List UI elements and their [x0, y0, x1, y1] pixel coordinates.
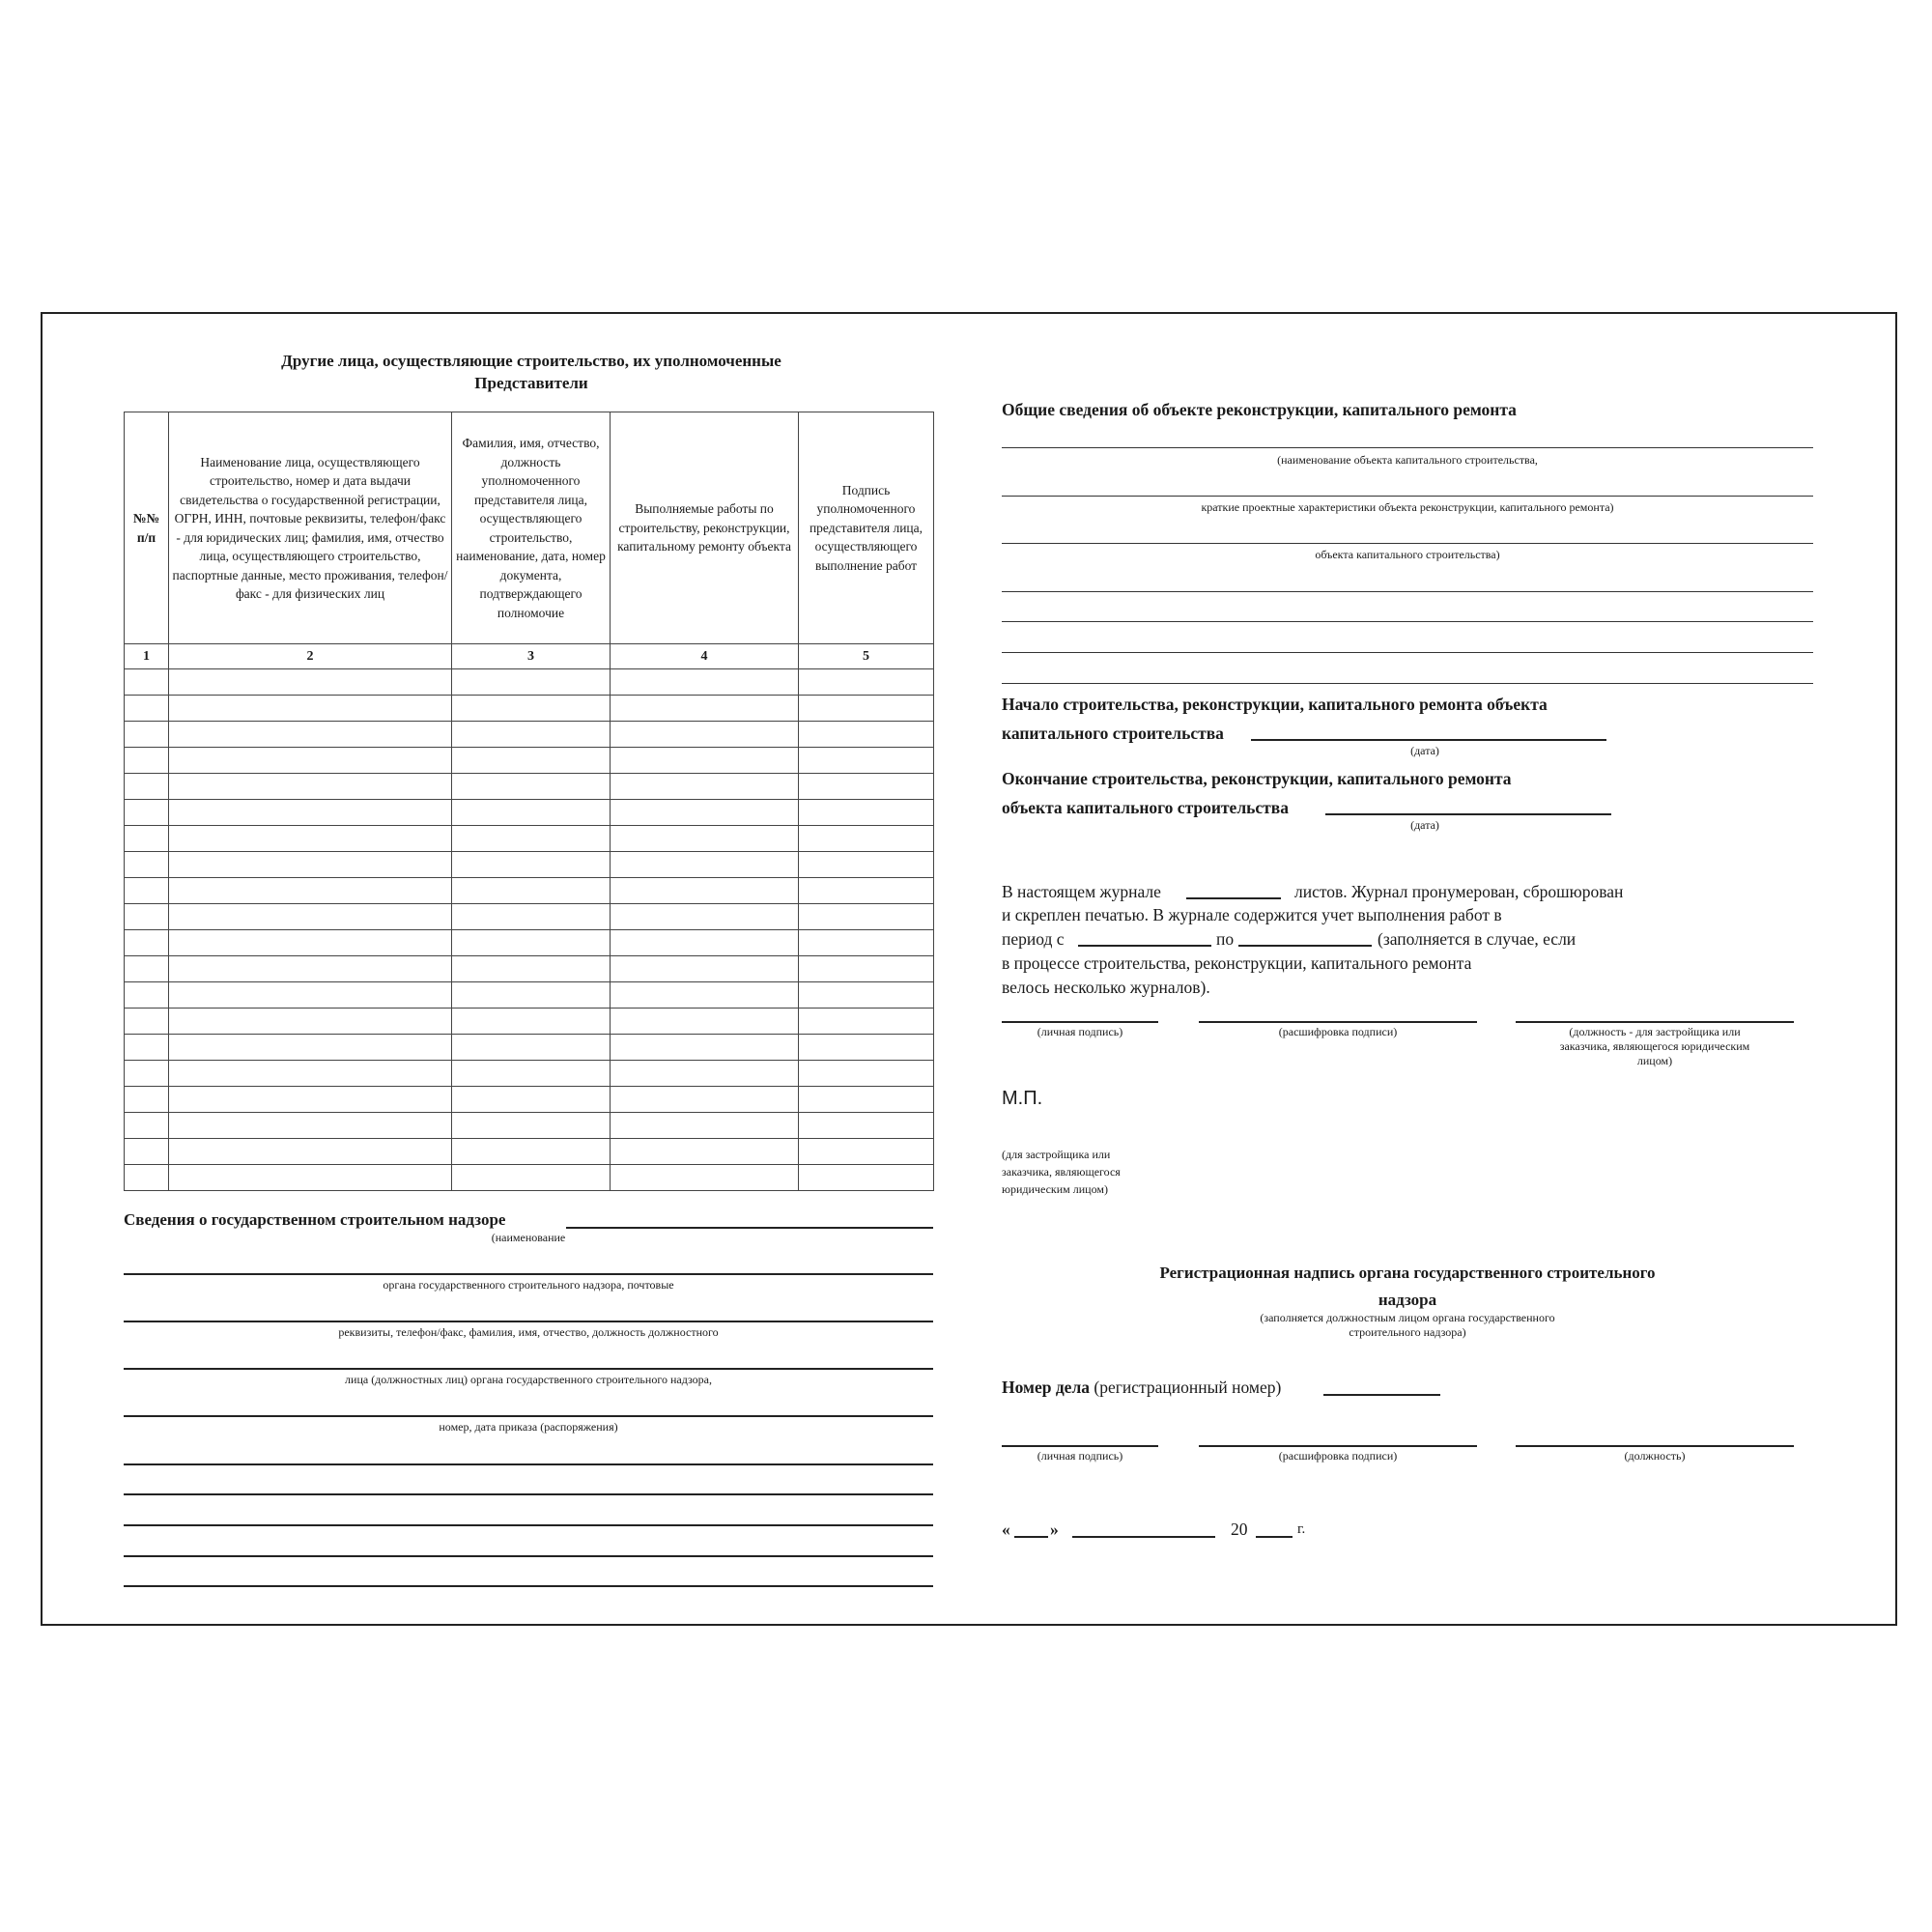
date-year-field[interactable]: [1256, 1536, 1293, 1538]
supervision-fill-line[interactable]: [124, 1273, 933, 1275]
table-cell[interactable]: [125, 669, 169, 696]
journal-line-1b: листов. Журнал пронумерован, сброшюрован: [1294, 882, 1624, 901]
column-number: 5: [799, 644, 934, 669]
table-cell[interactable]: [799, 826, 934, 852]
personal-signature-field[interactable]: [1002, 1021, 1158, 1023]
table-row: [125, 1009, 934, 1035]
column-number: 4: [611, 644, 799, 669]
end-line-2: объекта капитального строительства: [1002, 798, 1289, 817]
journal-line-4: в процессе строительства, реконструкции, капитального ремонта: [1002, 953, 1472, 973]
supervision-caption-5: номер, дата приказа (распоряжения): [439, 1420, 618, 1434]
table-cell[interactable]: [611, 1009, 799, 1035]
table-cell[interactable]: [125, 904, 169, 930]
table-cell[interactable]: [452, 722, 611, 748]
table-cell[interactable]: [611, 1113, 799, 1139]
date-close-quote: »: [1050, 1520, 1059, 1539]
table-header-cell: Фамилия, имя, отчество, должность уполномоченного представителя лица, осуществляющего строительство, наименование, дата, номер документа, подтверждающего полномочие: [452, 412, 611, 644]
table-cell[interactable]: [169, 1139, 452, 1165]
table-row: [125, 1165, 934, 1191]
personal-signature-field[interactable]: [1002, 1445, 1158, 1447]
table-cell[interactable]: [125, 800, 169, 826]
table-header-cell: Наименование лица, осуществляющего строительство, номер и дата выдачи свидетельства о государственной регистрации, ОГРН, ИНН, почтовые реквизиты, телефон/факс - для юридических лиц; фамилия, имя, отчество лица, осуществляющего строительство, паспортные данные, место проживания, телефон/факс - для физических лиц: [169, 412, 452, 644]
table-row: [125, 748, 934, 774]
table-cell[interactable]: [799, 956, 934, 982]
signature-decipher-field[interactable]: [1199, 1021, 1477, 1023]
stamp-note-line2: заказчика, являющегося: [1002, 1165, 1121, 1179]
stamp-note: [1002, 1146, 1121, 1198]
end-date-caption: (дата): [1410, 818, 1439, 832]
table-cell[interactable]: [799, 696, 934, 722]
table-row: [125, 1139, 934, 1165]
table-row: [125, 722, 934, 748]
table-cell[interactable]: [799, 1139, 934, 1165]
table-cell[interactable]: [169, 1087, 452, 1113]
table-cell[interactable]: [452, 1139, 611, 1165]
table-row: [125, 1061, 934, 1087]
table-cell[interactable]: [169, 696, 452, 722]
supervision-fill-line[interactable]: [124, 1321, 933, 1322]
object-caption-3: объекта капитального строительства): [1315, 548, 1500, 561]
position-field[interactable]: [1516, 1021, 1794, 1023]
date-year-prefix: 20: [1231, 1520, 1248, 1539]
start-date-caption: (дата): [1410, 744, 1439, 757]
table-cell[interactable]: [169, 904, 452, 930]
table-cell[interactable]: [125, 1009, 169, 1035]
table-row: [125, 982, 934, 1009]
table-row: [125, 774, 934, 800]
position-caption-line1: (должность - для застройщика или: [1569, 1025, 1741, 1038]
table-cell[interactable]: [799, 904, 934, 930]
journal-line-3c: (заполняется в случае, если: [1378, 929, 1577, 949]
table-cell[interactable]: [452, 956, 611, 982]
table-cell[interactable]: [799, 852, 934, 878]
table-cell[interactable]: [611, 852, 799, 878]
table-cell[interactable]: [799, 1087, 934, 1113]
supervision-fill-line[interactable]: [124, 1368, 933, 1370]
table-cell[interactable]: [799, 669, 934, 696]
table-cell[interactable]: [125, 1061, 169, 1087]
object-name-line[interactable]: [1002, 683, 1813, 684]
registration-heading-line2: надзора: [1378, 1291, 1437, 1309]
end-line-1: Окончание строительства, реконструкции, капитального ремонта: [1002, 769, 1512, 788]
table-cell[interactable]: [169, 1061, 452, 1087]
table-cell[interactable]: [125, 956, 169, 982]
supervision-caption-2: органа государственного строительного надзора, почтовые: [383, 1278, 674, 1292]
table-row: [125, 669, 934, 696]
table-cell[interactable]: [799, 1113, 934, 1139]
supervision-fill-line[interactable]: [566, 1227, 933, 1229]
registration-heading-line1: Регистрационная надпись органа государственного строительного: [1159, 1264, 1656, 1282]
start-line-2: капитального строительства: [1002, 724, 1224, 743]
table-cell[interactable]: [169, 1035, 452, 1061]
table-row: [125, 826, 934, 852]
table-cell[interactable]: [125, 852, 169, 878]
table-cell[interactable]: [452, 930, 611, 956]
table-header-cell: Подпись уполномоченного представителя лица, осуществляющего выполнение работ: [799, 412, 934, 644]
table-row: [125, 852, 934, 878]
supervision-heading: Сведения о государственном строительном надзоре: [124, 1210, 506, 1229]
table-cell[interactable]: [611, 800, 799, 826]
table-cell[interactable]: [125, 982, 169, 1009]
general-info-heading: Общие сведения об объекте реконструкции, капитального ремонта: [1002, 400, 1517, 419]
table-cell[interactable]: [169, 748, 452, 774]
registration-note-line2: строительного надзора): [1349, 1325, 1466, 1339]
column-number: 3: [452, 644, 611, 669]
journal-line-3b: по: [1216, 929, 1235, 949]
supervision-fill-line[interactable]: [124, 1415, 933, 1417]
table-cell[interactable]: [799, 982, 934, 1009]
table-cell[interactable]: [799, 1165, 934, 1191]
table-row: [125, 1087, 934, 1113]
table-row: [125, 800, 934, 826]
supervision-fill-line[interactable]: [124, 1524, 933, 1526]
table-row: [125, 956, 934, 982]
table-cell[interactable]: [611, 774, 799, 800]
personal-signature-caption: (личная подпись): [1037, 1449, 1123, 1463]
table-row: [125, 878, 934, 904]
table-cell[interactable]: [452, 852, 611, 878]
table-cell[interactable]: [452, 1087, 611, 1113]
table-row: [125, 696, 934, 722]
table-header-row: [125, 412, 934, 644]
journal-line-1a: В настоящем журнале: [1002, 882, 1161, 901]
table-cell[interactable]: [452, 1009, 611, 1035]
table-cell[interactable]: [799, 774, 934, 800]
date-year-suffix: г.: [1297, 1521, 1306, 1537]
end-date-field[interactable]: [1325, 813, 1611, 815]
position-caption-line3: лицом): [1636, 1054, 1673, 1067]
table-cell[interactable]: [799, 800, 934, 826]
position-caption: (должность): [1624, 1449, 1686, 1463]
table-cell[interactable]: [611, 1087, 799, 1113]
case-number-field[interactable]: [1323, 1394, 1440, 1396]
table-cell[interactable]: [452, 1165, 611, 1191]
table-cell[interactable]: [169, 1009, 452, 1035]
table-cell[interactable]: [125, 1035, 169, 1061]
stamp-place-label: М.П.: [1002, 1088, 1043, 1109]
table-cell[interactable]: [611, 1139, 799, 1165]
table-cell[interactable]: [611, 956, 799, 982]
table-cell[interactable]: [169, 930, 452, 956]
stamp-note-line1: (для застройщика или: [1002, 1148, 1111, 1161]
table-cell[interactable]: [452, 982, 611, 1009]
table-cell[interactable]: [799, 722, 934, 748]
representatives-table: [124, 412, 934, 1191]
case-number-rest: (регистрационный номер): [1094, 1378, 1282, 1397]
table-row: [125, 1113, 934, 1139]
date-day-field[interactable]: [1014, 1536, 1048, 1538]
start-date-field[interactable]: [1251, 739, 1606, 741]
table-cell[interactable]: [125, 1139, 169, 1165]
table-cell[interactable]: [611, 878, 799, 904]
supervision-fill-line[interactable]: [124, 1555, 933, 1557]
position-caption-line2: заказчика, являющегося юридическим: [1559, 1039, 1750, 1053]
left-title-line2: Представители: [474, 374, 588, 392]
column-number: 2: [169, 644, 452, 669]
sheet-count-field[interactable]: [1186, 897, 1281, 899]
table-cell[interactable]: [169, 669, 452, 696]
column-number: 1: [125, 644, 169, 669]
supervision-fill-line[interactable]: [124, 1493, 933, 1495]
table-cell[interactable]: [452, 800, 611, 826]
case-number-label: [1002, 1376, 1281, 1400]
registration-note-line1: (заполняется должностным лицом органа государственного: [1260, 1311, 1555, 1324]
registration-note: [1079, 1311, 1736, 1340]
object-caption-2: краткие проектные характеристики объекта реконструкции, капитального ремонта): [1201, 500, 1614, 514]
table-cell[interactable]: [799, 748, 934, 774]
table-cell[interactable]: [169, 1165, 452, 1191]
supervision-caption-4: лица (должностных лиц) органа государственного строительного надзора,: [345, 1373, 712, 1386]
table-row: [125, 1035, 934, 1061]
table-cell[interactable]: [611, 1061, 799, 1087]
table-cell[interactable]: [611, 696, 799, 722]
object-name-line[interactable]: [1002, 496, 1813, 497]
journal-line-2: и скреплен печатью. В журнале содержится учет выполнения работ в: [1002, 905, 1502, 924]
table-cell[interactable]: [125, 748, 169, 774]
table-cell[interactable]: [611, 930, 799, 956]
object-name-line[interactable]: [1002, 652, 1813, 653]
table-cell[interactable]: [452, 1061, 611, 1087]
case-number-bold: Номер дела: [1002, 1378, 1091, 1397]
table-cell[interactable]: [799, 930, 934, 956]
table-header-cell: Выполняемые работы по строительству, реконструкции, капитальному ремонту объекта: [611, 412, 799, 644]
object-name-line[interactable]: [1002, 447, 1813, 448]
signature-decipher-caption: (расшифровка подписи): [1278, 1449, 1398, 1463]
table-cell[interactable]: [169, 982, 452, 1009]
journal-line-3a: период с: [1002, 929, 1065, 949]
table-cell[interactable]: [125, 1113, 169, 1139]
period-to-field[interactable]: [1238, 945, 1372, 947]
table-cell[interactable]: [169, 722, 452, 748]
table-cell[interactable]: [169, 852, 452, 878]
left-title-line1: Другие лица, осуществляющие строительство, их уполномоченные: [281, 352, 781, 370]
table-cell[interactable]: [169, 956, 452, 982]
table-cell[interactable]: [125, 1165, 169, 1191]
table-cell[interactable]: [799, 878, 934, 904]
table-cell[interactable]: [611, 748, 799, 774]
stamp-note-line3: юридическим лицом): [1002, 1182, 1108, 1196]
period-from-field[interactable]: [1078, 945, 1211, 947]
table-cell[interactable]: [169, 1113, 452, 1139]
table-cell[interactable]: [452, 748, 611, 774]
position-field[interactable]: [1516, 1445, 1794, 1447]
table-cell[interactable]: [611, 826, 799, 852]
table-cell[interactable]: [799, 1035, 934, 1061]
table-cell[interactable]: [799, 1009, 934, 1035]
table-cell[interactable]: [452, 1113, 611, 1139]
left-title: [193, 350, 869, 394]
supervision-caption-1: (наименование: [491, 1231, 566, 1244]
table-cell[interactable]: [452, 826, 611, 852]
supervision-fill-line[interactable]: [124, 1463, 933, 1465]
journal-line-5: велось несколько журналов).: [1002, 978, 1210, 997]
table-column-numbers: [125, 644, 934, 669]
personal-signature-caption: (личная подпись): [1037, 1025, 1123, 1038]
table-cell[interactable]: [125, 1087, 169, 1113]
supervision-fill-line[interactable]: [124, 1585, 933, 1587]
table-cell[interactable]: [452, 696, 611, 722]
table-cell[interactable]: [125, 878, 169, 904]
table-cell[interactable]: [611, 669, 799, 696]
table-cell[interactable]: [611, 982, 799, 1009]
table-row: [125, 904, 934, 930]
start-line-1: Начало строительства, реконструкции, капитального ремонта объекта: [1002, 695, 1548, 714]
registration-heading: [1079, 1260, 1736, 1314]
table-cell[interactable]: [452, 1035, 611, 1061]
table-cell[interactable]: [452, 774, 611, 800]
table-cell[interactable]: [169, 774, 452, 800]
signature-decipher-field[interactable]: [1199, 1445, 1477, 1447]
table-cell[interactable]: [452, 904, 611, 930]
table-cell[interactable]: [169, 878, 452, 904]
object-name-line[interactable]: [1002, 621, 1813, 622]
table-cell[interactable]: [611, 1035, 799, 1061]
table-cell[interactable]: [611, 1165, 799, 1191]
table-header-cell: №№ п/п: [125, 412, 169, 644]
object-caption-1: (наименование объекта капитального строительства,: [1277, 453, 1538, 467]
table-row: [125, 930, 934, 956]
supervision-caption-3: реквизиты, телефон/факс, фамилия, имя, отчество, должность должностного: [338, 1325, 719, 1339]
table-cell[interactable]: [452, 669, 611, 696]
signature-decipher-caption: (расшифровка подписи): [1278, 1025, 1398, 1038]
position-caption: [1516, 1025, 1794, 1068]
table-cell[interactable]: [611, 904, 799, 930]
table-cell[interactable]: [125, 774, 169, 800]
table-cell[interactable]: [125, 930, 169, 956]
table-cell[interactable]: [169, 800, 452, 826]
table-cell[interactable]: [125, 722, 169, 748]
table-cell[interactable]: [452, 878, 611, 904]
table-cell[interactable]: [125, 826, 169, 852]
object-name-line[interactable]: [1002, 591, 1813, 592]
table-cell[interactable]: [169, 826, 452, 852]
table-cell[interactable]: [611, 722, 799, 748]
date-month-field[interactable]: [1072, 1536, 1215, 1538]
table-cell[interactable]: [125, 696, 169, 722]
date-open-quote: «: [1002, 1520, 1010, 1539]
object-name-line[interactable]: [1002, 543, 1813, 544]
table-cell[interactable]: [799, 1061, 934, 1087]
